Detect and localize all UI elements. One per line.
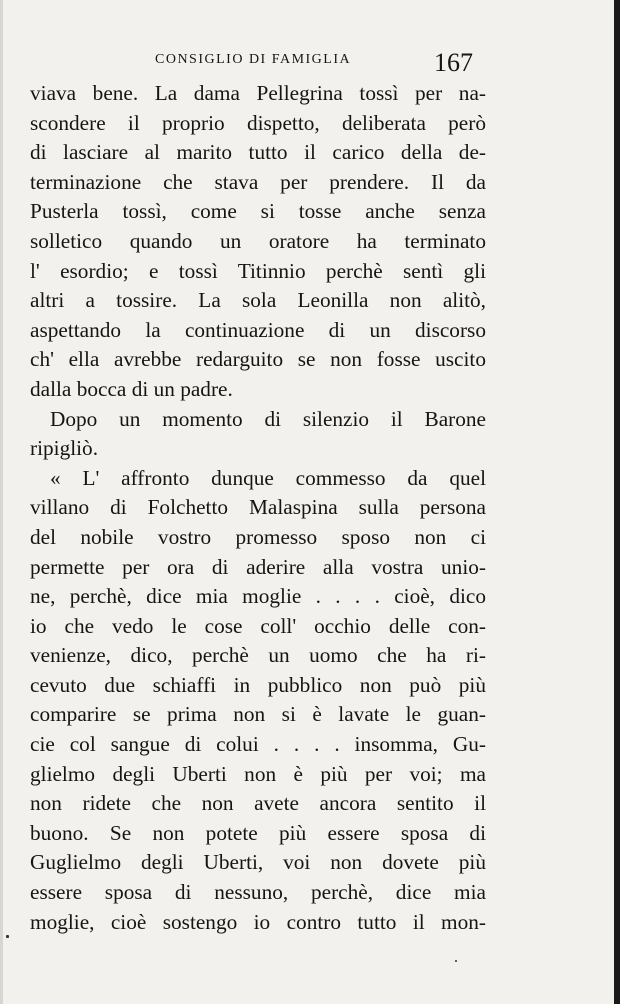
text-line: essere sposa di nessuno, perchè, dice mia — [30, 880, 486, 905]
text-line: permette per ora di aderire alla vostra unio- — [30, 554, 486, 579]
text-line: scondere il proprio dispetto, deliberata però — [30, 110, 486, 135]
text-line: villano di Folchetto Malaspina sulla persona — [30, 495, 486, 520]
text-line: Guglielmo degli Uberti, voi non dovete più — [30, 850, 486, 875]
text-line: del nobile vostro promesso sposo non ci — [30, 524, 486, 549]
text-line: buono. Se non potete più essere sposa di — [30, 820, 486, 845]
ink-speck — [6, 935, 9, 938]
text-line: l' esordio; e tossì Titinnio perchè sentì gli — [30, 258, 486, 283]
text-line: solletico quando un oratore ha terminato — [30, 228, 486, 253]
text-line: non ridete che non avete ancora sentito il — [30, 791, 486, 816]
running-head — [60, 48, 480, 78]
text-line: Dopo un momento di silenzio il Barone — [50, 406, 486, 431]
text-line: dalla bocca di un padre. — [30, 376, 233, 401]
running-title: CONSIGLIO DI FAMIGLIA — [155, 52, 352, 67]
body-text — [30, 79, 486, 937]
text-line: Pusterla tossì, come si tosse anche senza — [30, 199, 486, 224]
text-line: terminazione che stava per prendere. Il da — [30, 169, 486, 194]
page-number: 167 — [434, 48, 473, 77]
text-line: altri a tossire. La sola Leonilla non alitò, — [30, 288, 486, 313]
text-line: ne, perchè, dice mia moglie . . . . cioè, dico — [30, 584, 486, 609]
text-line: glielmo degli Uberti non è più per voi; ma — [30, 761, 486, 786]
text-line: venienze, dico, perchè un uomo che ha ri- — [30, 643, 486, 668]
text-line: comparire se prima non si è lavate le guan- — [30, 702, 486, 727]
text-line: « L' affronto dunque commesso da quel — [50, 465, 486, 490]
page-edge-left — [0, 0, 3, 1004]
text-line: moglie, cioè sostengo io contro tutto il mon- — [30, 909, 486, 934]
text-line: cevuto due schiaffi in pubblico non può più — [30, 672, 486, 697]
text-line: cie col sangue di colui . . . . insomma, Gu- — [30, 732, 486, 757]
text-line: di lasciare al marito tutto il carico della de- — [30, 140, 486, 165]
text-line: viava bene. La dama Pellegrina tossì per na- — [30, 81, 486, 105]
ink-speck — [455, 960, 457, 962]
text-line: io che vedo le cose coll' occhio delle con- — [30, 613, 486, 638]
text-line: aspettando la continuazione di un discorso — [30, 317, 486, 342]
text-line: ch' ella avrebbe redarguito se non fosse uscito — [30, 347, 486, 372]
text-line: ripigliò. — [30, 436, 99, 461]
page-edge-right — [614, 0, 620, 1004]
